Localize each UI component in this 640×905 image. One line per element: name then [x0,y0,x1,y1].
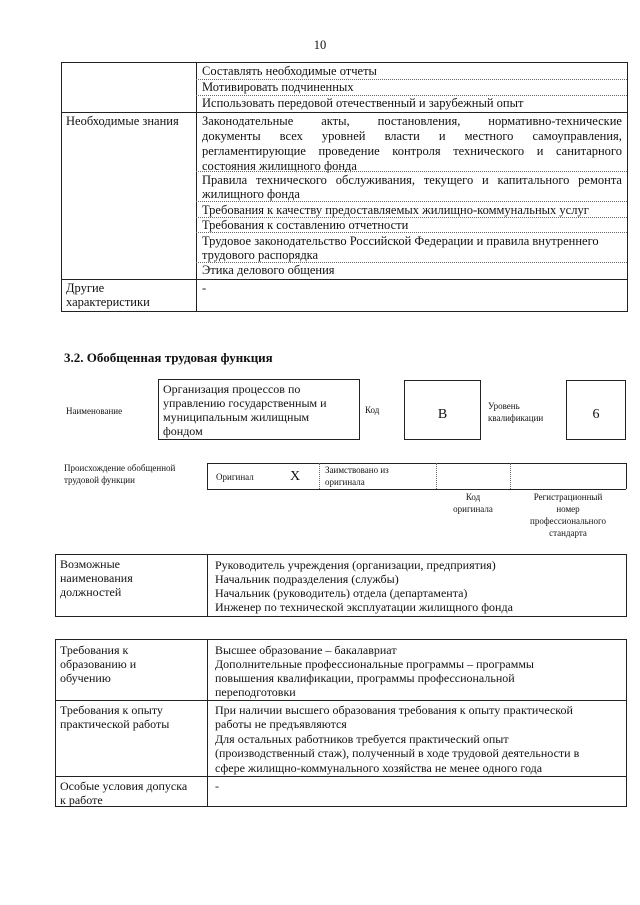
requirements-divider [207,640,208,806]
knowledge-line: Требования к качеству предоставляемых жилищно-коммунальных услуг [202,203,589,217]
knowledge-line: трудового распорядка [202,248,319,262]
word: акты, [321,114,350,128]
name-line: муниципальным жилищным [163,410,310,424]
position-item: Начальник подразделения (службы) [215,572,399,586]
word: текущего [423,173,474,187]
education-item: переподготовки [215,685,296,699]
row-divider [56,700,626,701]
origin-top-border [207,463,626,464]
word: местного [464,129,514,143]
education-label: Требования к [60,643,129,657]
code-box [404,380,481,440]
origin-divider [510,463,511,489]
code-value: B [437,407,448,422]
origin-label: Происхождение обобщенной [64,463,176,473]
name-line: Организация процессов по [163,382,301,396]
reg-number-caption: стандарта [549,528,587,538]
word: капитального [497,173,570,187]
code-original-caption: оригинала [453,504,493,514]
table1-left-border [61,62,62,312]
word: и [438,129,446,143]
word: документы [202,129,261,143]
name-box [158,379,360,440]
origin-bottom-border [207,489,626,490]
table1-bottom-border [61,311,627,312]
word: ремонта [578,173,622,187]
positions-label: наименования [60,571,133,585]
origin-divider [626,463,627,489]
conditions-value: - [215,779,219,793]
experience-item: Для остальных работников требуется практический опыт [215,732,509,746]
level-box [566,380,626,440]
position-item: Инженер по технической эксплуатации жилищного фонда [215,600,513,614]
word: регламентирующие [202,144,306,158]
conditions-label: к работе [60,793,103,807]
education-label: образованию и [60,657,137,671]
level-label: квалификации [488,413,544,423]
knowledge-line [202,144,622,159]
position-item: Начальник (руководитель) отдела (департамента) [215,586,468,600]
word: проведение [318,144,380,158]
name-line: управлению государственным и [163,396,327,410]
knowledge-line [202,114,622,129]
other-label: Другие [66,281,105,295]
knowledge-line [202,129,622,144]
row-divider [61,279,627,280]
name-label: Наименование [66,406,123,416]
skill-item: Использовать передовой отечественный и зарубежный опыт [202,96,524,110]
knowledge-line [202,173,622,188]
word: всех [279,129,303,143]
skill-item: Мотивировать подчиненных [202,80,354,94]
word: самоуправления, [532,129,622,143]
origin-divider [319,463,320,489]
word: санитарного [555,144,622,158]
table1-top-border [61,62,627,63]
education-item: Дополнительные профессиональные программы – программы [215,657,534,671]
row-divider [56,776,626,777]
word: обслуживания, [335,173,416,187]
word: власти [384,129,420,143]
requirements-table [55,639,627,807]
word: уровней [321,129,366,143]
knowledge-line: Требования к составлению отчетности [202,218,409,232]
position-item: Руководитель учреждения (организации, предприятия) [215,558,496,572]
section-heading: 3.2. Обобщенная трудовая функция [64,350,273,365]
experience-item: сфере жилищно-коммунального хозяйства не менее одного года [215,761,543,775]
knowledge-line: жилищного фонда [202,187,300,201]
word: контроля [392,144,441,158]
name-line: фондом [163,424,203,438]
experience-label: практической работы [60,717,170,731]
word: Правила [202,173,248,187]
experience-item: (производственный стаж), полученный в ходе трудовой деятельности в [215,746,580,760]
word: и [482,173,489,187]
word: технического [255,173,327,187]
education-label: обучению [60,671,111,685]
reg-number-caption: Регистрационный [533,492,603,502]
conditions-label: Особые условия допуска [60,779,188,793]
original-mark: X [290,469,301,484]
experience-item: работы не предъявляются [215,717,347,731]
borrowed-label: оригинала [325,477,365,487]
borrowed-label: Заимствовано из [325,465,389,475]
original-label: Оригинал [216,472,254,482]
row-divider [196,201,627,202]
other-label: характеристики [66,295,150,309]
skill-item: Составлять необходимые отчеты [202,64,377,78]
positions-label: Возможные [60,557,120,571]
word: и [536,144,544,158]
experience-label: Требования к опыту [60,703,163,717]
origin-divider [207,463,208,489]
level-value: 6 [592,407,600,422]
education-item: повышения квалификации, программы профессиональной [215,671,515,685]
word: постановления, [377,114,461,128]
experience-item: При наличии высшего образования требования к опыту практической [215,703,573,717]
positions-divider [207,555,208,616]
table1-column-divider [196,62,197,312]
word: нормативно-технические [488,114,622,128]
knowledge-line: состояния жилищного фонда [202,159,357,173]
knowledge-label: Необходимые знания [66,114,179,128]
row-divider [61,112,627,113]
origin-divider [436,463,437,489]
positions-table [55,554,627,617]
other-value: - [202,281,207,295]
positions-label: должностей [60,585,122,599]
education-item: Высшее образование – бакалавриат [215,643,397,657]
reg-number-caption: профессионального [530,516,606,526]
reg-number-caption: номер [556,504,580,514]
level-label: Уровень [488,401,520,411]
page-number: 10 [313,38,327,52]
word: Законодательные [202,114,294,128]
knowledge-line: Трудовое законодательство Российской Федерации и правила внутреннего [202,234,599,248]
knowledge-line: Этика делового общения [202,263,335,277]
code-label: Код [365,405,380,415]
origin-label: трудовой функции [64,475,135,485]
word: технического [453,144,525,158]
row-divider [196,171,627,172]
row-divider [196,232,627,233]
code-original-caption: Код [465,492,481,502]
table1-right-border [627,62,628,312]
